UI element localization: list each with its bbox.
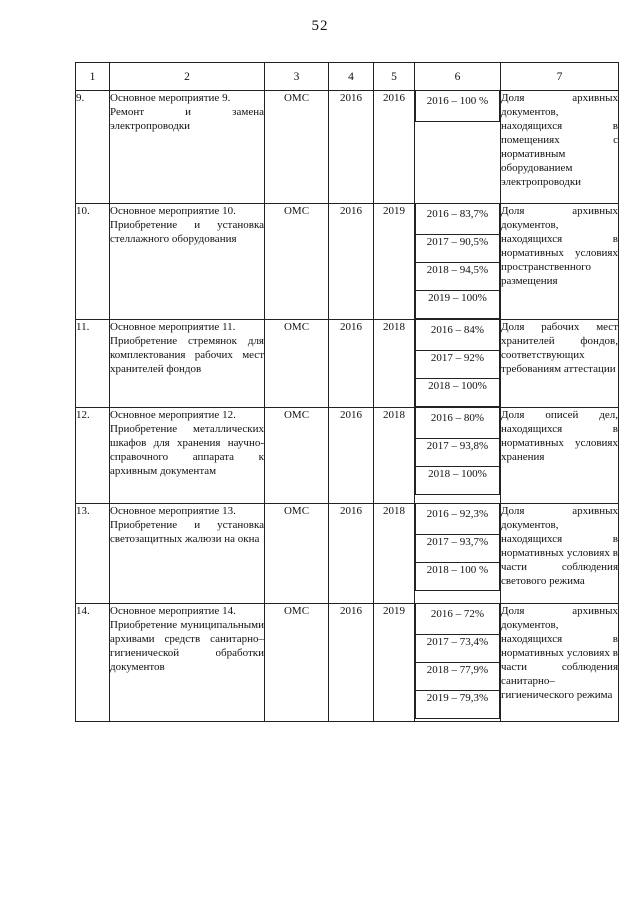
header-cell: 2 [110, 63, 265, 91]
header-cell: 3 [265, 63, 329, 91]
measure-name [110, 504, 265, 604]
indicator-value: 2018 – 100 % [416, 563, 500, 591]
indicator-value: 2018 – 100% [416, 379, 500, 407]
indicator-cell [415, 91, 501, 204]
measure-name [110, 604, 265, 722]
measure-title: Основное мероприятие 13. [110, 505, 236, 517]
header-cell: 6 [415, 63, 501, 91]
row-number: 12. [76, 408, 110, 504]
measure-name [110, 91, 265, 204]
start-year: 2016 [329, 204, 374, 320]
header-cell: 4 [329, 63, 374, 91]
indicator-value: 2016 – 84% [416, 320, 500, 351]
funding-source: ОМС [265, 604, 329, 722]
measure-name [110, 204, 265, 320]
indicator-value: 2016 – 83,7% [416, 204, 500, 235]
start-year: 2016 [329, 504, 374, 604]
end-year: 2019 [374, 204, 415, 320]
indicator-cell [415, 604, 501, 722]
indicator-cell [415, 320, 501, 408]
measure-description: Ремонт и замена электропроводки [110, 106, 264, 132]
end-year: 2018 [374, 408, 415, 504]
row-number: 13. [76, 504, 110, 604]
row-number: 14. [76, 604, 110, 722]
indicator-cell [415, 408, 501, 504]
indicator-value: 2017 – 73,4% [416, 635, 500, 663]
measure-title: Основное мероприятие 9. [110, 92, 231, 104]
table-row [76, 504, 619, 604]
start-year: 2016 [329, 604, 374, 722]
measure-name [110, 408, 265, 504]
measures-table [75, 62, 619, 722]
table-row [76, 320, 619, 408]
table-row [76, 604, 619, 722]
result-indicator: Доля рабочих мест хранителей фондов, соответствующих требованиям аттестации [501, 320, 619, 408]
indicator-value: 2017 – 93,7% [416, 535, 500, 563]
indicator-cell [415, 504, 501, 604]
funding-source: ОМС [265, 320, 329, 408]
indicator-value: 2019 – 100% [416, 291, 500, 319]
indicator-value: 2017 – 93,8% [416, 439, 500, 467]
result-indicator: Доля архивных документов, находящихся в нормативных условиях в части соблюдения светового режима [501, 504, 619, 604]
row-number: 11. [76, 320, 110, 408]
end-year: 2018 [374, 504, 415, 604]
measure-description: Приобретение металлических шкафов для хранения научно-справочного аппарата к архивным документам [110, 423, 264, 477]
measure-description: Приобретение и установка стеллажного оборудования [110, 219, 264, 245]
start-year: 2016 [329, 408, 374, 504]
row-number: 10. [76, 204, 110, 320]
result-indicator: Доля архивных документов, находящихся в нормативных условиях в части соблюдения санитарно–гигиенического режима [501, 604, 619, 722]
indicator-value: 2016 – 80% [416, 408, 500, 439]
header-cell: 7 [501, 63, 619, 91]
funding-source: ОМС [265, 91, 329, 204]
funding-source: ОМС [265, 504, 329, 604]
header-cell: 1 [76, 63, 110, 91]
end-year: 2016 [374, 91, 415, 204]
measure-title: Основное мероприятие 14. [110, 605, 236, 617]
row-number: 9. [76, 91, 110, 204]
measure-title: Основное мероприятие 11. [110, 321, 236, 333]
end-year: 2018 [374, 320, 415, 408]
measure-description: Приобретение и установка светозащитных жалюзи на окна [110, 519, 264, 545]
indicator-value: 2018 – 100% [416, 467, 500, 495]
page-number: 52 [311, 18, 329, 34]
result-indicator: Доля архивных документов, находящихся в помещениях с нормативным оборудованием электропроводки [501, 91, 619, 204]
indicator-value: 2017 – 90,5% [416, 235, 500, 263]
table-row [76, 204, 619, 320]
table-row [76, 91, 619, 204]
indicator-value: 2016 – 92,3% [416, 504, 500, 535]
funding-source: ОМС [265, 204, 329, 320]
result-indicator: Доля описей дел, находящихся в нормативных условиях хранения [501, 408, 619, 504]
measure-title: Основное мероприятие 12. [110, 409, 236, 421]
indicator-value: 2017 – 92% [416, 351, 500, 379]
funding-source: ОМС [265, 408, 329, 504]
end-year: 2019 [374, 604, 415, 722]
start-year: 2016 [329, 320, 374, 408]
header-cell: 5 [374, 63, 415, 91]
measure-description: Приобретение муниципальными архивами средств санитарно–гигиенической обработки документов [110, 619, 264, 673]
measure-name [110, 320, 265, 408]
indicator-value: 2016 – 100 % [416, 91, 500, 122]
indicator-value: 2018 – 94,5% [416, 263, 500, 291]
indicator-value: 2016 – 72% [416, 604, 500, 635]
header-row [76, 63, 619, 91]
start-year: 2016 [329, 91, 374, 204]
indicator-value: 2019 – 79,3% [416, 691, 500, 719]
indicator-cell [415, 204, 501, 320]
table-row [76, 408, 619, 504]
result-indicator: Доля архивных документов, находящихся в нормативных условиях пространственного размещения [501, 204, 619, 320]
measure-title: Основное мероприятие 10. [110, 205, 236, 217]
indicator-value: 2018 – 77,9% [416, 663, 500, 691]
measure-description: Приобретение стремянок для комплектования рабочих мест хранителей фондов [110, 335, 264, 375]
